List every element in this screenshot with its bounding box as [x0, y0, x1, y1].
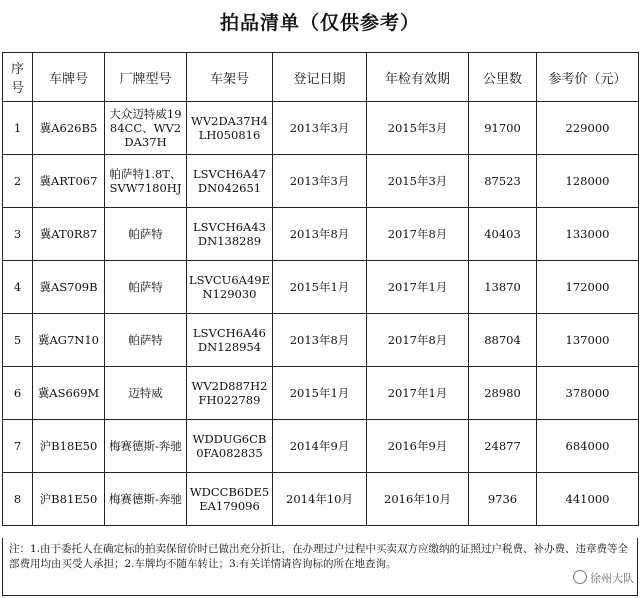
cell-inspection: 2017年8月 — [367, 208, 469, 261]
cell-model: 帕萨特 — [105, 314, 187, 367]
cell-mileage: 13870 — [469, 261, 537, 314]
cell-plate: 冀AT0R87 — [33, 208, 105, 261]
cell-plate: 冀AS709B — [33, 261, 105, 314]
header-vin: 车架号 — [187, 53, 273, 102]
cell-mileage: 28980 — [469, 367, 537, 420]
cell-price: 128000 — [537, 155, 639, 208]
cell-no: 3 — [3, 208, 33, 261]
cell-price: 378000 — [537, 367, 639, 420]
watermark-text: 徐州大队 — [590, 572, 634, 585]
cell-no: 2 — [3, 155, 33, 208]
cell-model: 迈特威 — [105, 367, 187, 420]
cell-inspection: 2015年3月 — [367, 155, 469, 208]
cell-mileage: 24877 — [469, 420, 537, 473]
cell-vin: WV2D887H2FH022789 — [187, 367, 273, 420]
cell-vin: LSVCH6A47DN042651 — [187, 155, 273, 208]
cell-model: 大众迈特威1984CC、WV2DA37H — [105, 102, 187, 155]
cell-reg-date: 2015年1月 — [273, 261, 367, 314]
table-row — [3, 261, 639, 314]
cell-plate: 沪B81E50 — [33, 473, 105, 526]
table-row — [3, 314, 639, 367]
cell-inspection: 2017年1月 — [367, 261, 469, 314]
cell-reg-date: 2013年8月 — [273, 314, 367, 367]
cell-plate: 冀ART067 — [33, 155, 105, 208]
cell-vin: WDCCB6DE5EA179096 — [187, 473, 273, 526]
cell-vin: LSVCH6A43DN138289 — [187, 208, 273, 261]
cell-mileage: 88704 — [469, 314, 537, 367]
cell-model: 帕萨特 — [105, 261, 187, 314]
cell-price: 441000 — [537, 473, 639, 526]
cell-vin: LSVCU6A49EN129030 — [187, 261, 273, 314]
cell-no: 4 — [3, 261, 33, 314]
cell-no: 6 — [3, 367, 33, 420]
cell-no: 1 — [3, 102, 33, 155]
table-row — [3, 420, 639, 473]
cell-plate: 冀AG7N10 — [33, 314, 105, 367]
cell-model: 梅赛德斯-奔驰 — [105, 420, 187, 473]
cell-mileage: 9736 — [469, 473, 537, 526]
table-row — [3, 473, 639, 526]
header-no: 序号 — [3, 53, 33, 102]
header-model: 厂牌型号 — [105, 53, 187, 102]
cell-reg-date: 2013年3月 — [273, 102, 367, 155]
cell-inspection: 2016年9月 — [367, 420, 469, 473]
cell-plate: 冀AS669M — [33, 367, 105, 420]
table-row — [3, 367, 639, 420]
page-title: 拍品清单（仅供参考） — [219, 12, 420, 34]
cell-mileage: 91700 — [469, 102, 537, 155]
header-row — [3, 53, 639, 102]
header-reg-date: 登记日期 — [273, 53, 367, 102]
cell-plate: 冀A626B5 — [33, 102, 105, 155]
header-price: 参考价（元） — [537, 53, 639, 102]
cell-model: 梅赛德斯-奔驰 — [105, 473, 187, 526]
footnote — [2, 538, 638, 596]
cell-no: 7 — [3, 420, 33, 473]
cell-vin: WDDUG6CB0FA082835 — [187, 420, 273, 473]
cell-inspection: 2017年8月 — [367, 314, 469, 367]
cell-mileage: 87523 — [469, 155, 537, 208]
cell-vin: WV2DA37H4LH050816 — [187, 102, 273, 155]
watermark — [573, 570, 634, 586]
cell-inspection: 2015年3月 — [367, 102, 469, 155]
cell-model: 帕萨特 — [105, 208, 187, 261]
header-inspection: 年检有效期 — [367, 53, 469, 102]
cell-price: 133000 — [537, 208, 639, 261]
cell-no: 5 — [3, 314, 33, 367]
cell-inspection: 2017年1月 — [367, 367, 469, 420]
cell-reg-date: 2013年8月 — [273, 208, 367, 261]
table-row — [3, 102, 639, 155]
cell-price: 684000 — [537, 420, 639, 473]
cell-reg-date: 2014年9月 — [273, 420, 367, 473]
cell-price: 137000 — [537, 314, 639, 367]
header-plate: 车牌号 — [33, 53, 105, 102]
cell-no: 8 — [3, 473, 33, 526]
cell-plate: 沪B18E50 — [33, 420, 105, 473]
footnote-text: 注：1.由于委托人在确定标的拍卖保留价时已做出充分折让，在办理过户过程中买卖双方应缴纳的证照过户税费、补办费、违章费等全部费用均由买受人承担；2.车牌均不随车转让；3.有关详情请咨询标的所在地查询。 — [9, 543, 629, 570]
table-row — [3, 208, 639, 261]
cell-reg-date: 2013年3月 — [273, 155, 367, 208]
cell-reg-date: 2015年1月 — [273, 367, 367, 420]
header-mileage: 公里数 — [469, 53, 537, 102]
table-row — [3, 155, 639, 208]
cell-inspection: 2016年10月 — [367, 473, 469, 526]
cell-mileage: 40403 — [469, 208, 537, 261]
cell-reg-date: 2014年10月 — [273, 473, 367, 526]
wechat-logo-icon — [573, 570, 587, 584]
cell-price: 229000 — [537, 102, 639, 155]
cell-vin: LSVCH6A46DN128954 — [187, 314, 273, 367]
cell-model: 帕萨特1.8T、SVW7180HJ — [105, 155, 187, 208]
auction-list-table — [2, 52, 639, 526]
cell-price: 172000 — [537, 261, 639, 314]
